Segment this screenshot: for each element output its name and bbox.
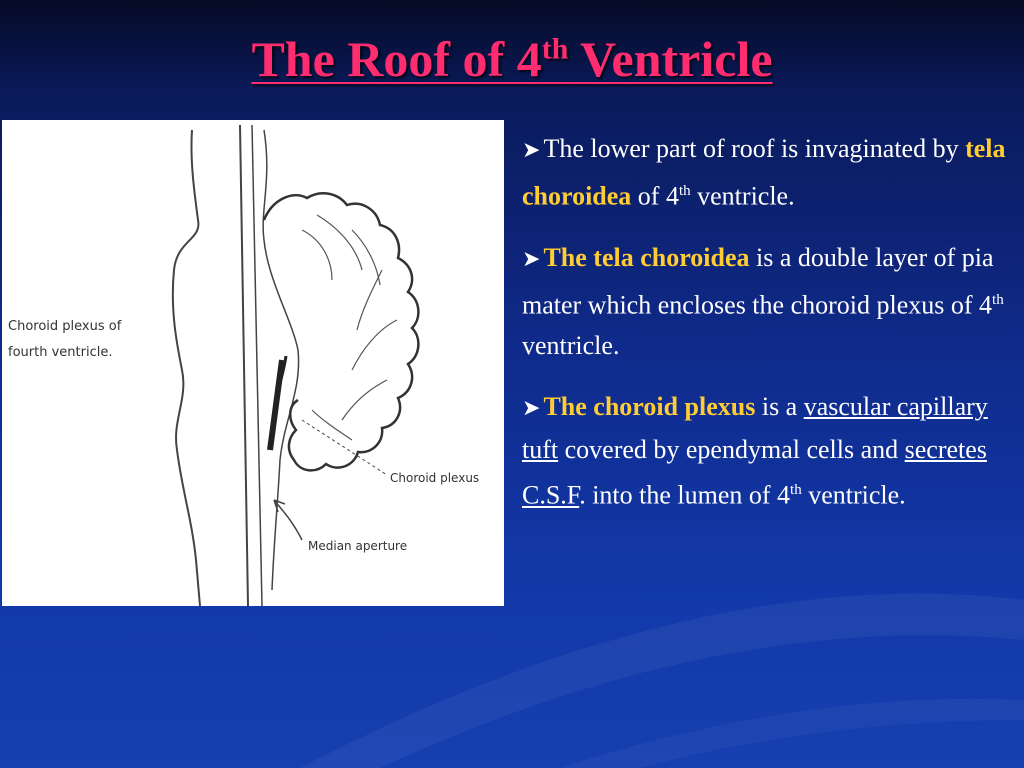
label-choroid-plexus: Choroid plexus	[390, 471, 480, 485]
arrow-bullet-icon: ➤	[522, 138, 541, 163]
label-median-aperture: Median aperture	[308, 539, 408, 553]
bullet-list	[522, 128, 1018, 536]
slide-title: The Roof of 4th Ventricle	[251, 31, 773, 87]
label-choroid-plexus-fourth-line2: fourth ventricle.	[8, 345, 113, 360]
link-secretes-csf[interactable]: secretes C.S.F	[522, 435, 987, 510]
label-choroid-plexus-fourth-line1: Choroid plexus of	[8, 319, 122, 334]
ventricle-diagram	[2, 120, 504, 606]
arrow-bullet-icon: ➤	[522, 246, 541, 272]
bullet-item-2: ➤ The tela choroidea is a double layer of pia mater which encloses the choroid plexus of 4th ventricle.	[522, 242, 1004, 361]
ventricle-diagram-drawing	[2, 120, 504, 606]
arrow-bullet-icon: ➤	[522, 396, 541, 422]
link-vascular-capillary-tuft[interactable]: vascular capillary tuft	[522, 392, 988, 465]
bullet-item-1: ➤ The lower part of roof is invaginated by tela choroidea of 4th ventricle.	[522, 134, 1006, 211]
bullet-item-3: ➤ The choroid plexus is a vascular capillary tuft covered by ependymal cells and secretes C.S.F. into the lumen of 4th ventricle.	[522, 392, 988, 510]
